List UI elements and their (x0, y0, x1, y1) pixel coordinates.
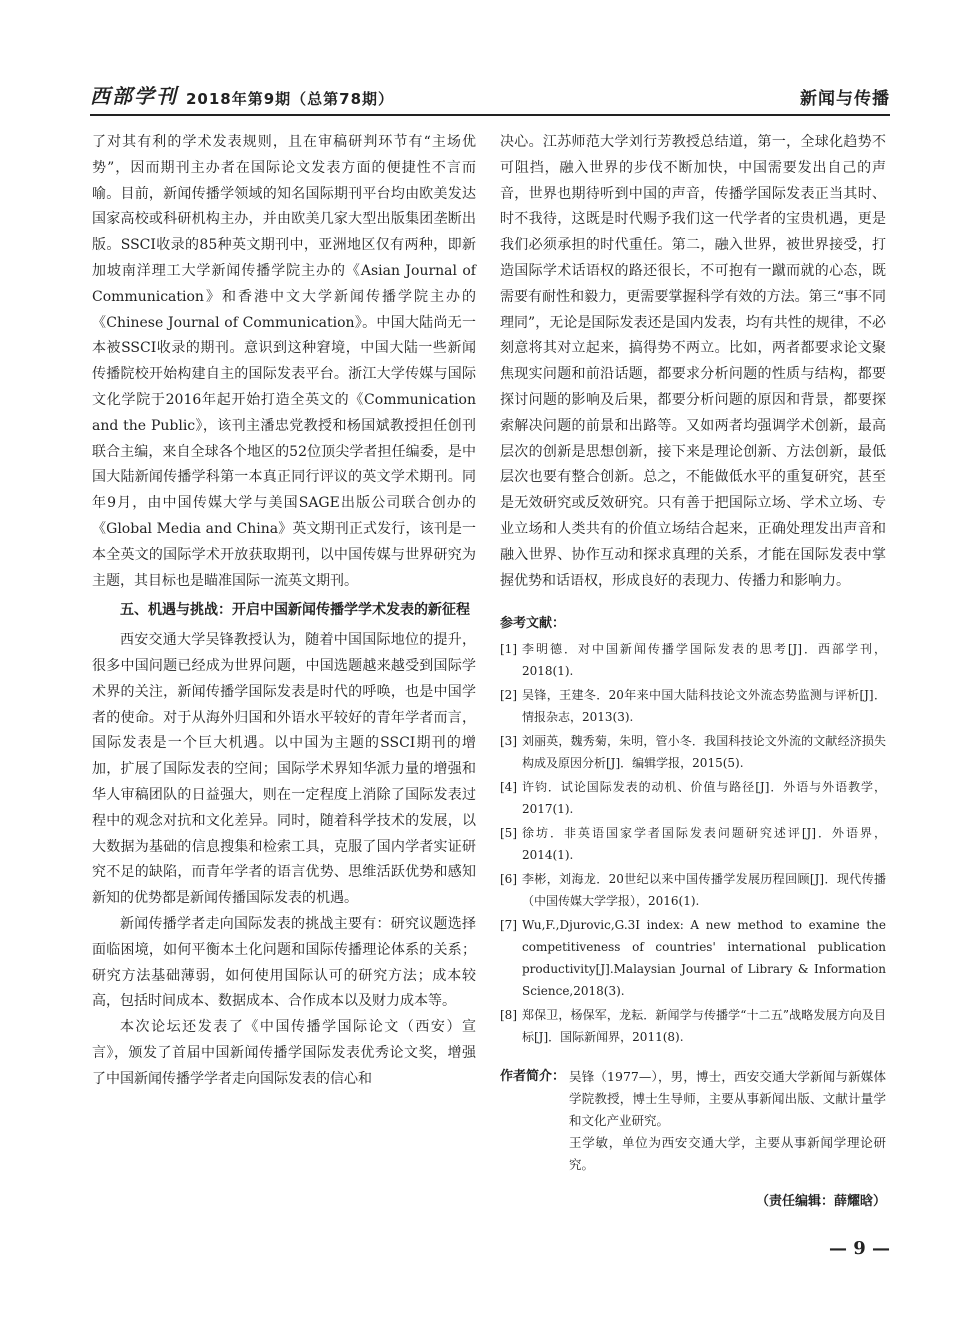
reference-number: [4] (500, 780, 517, 795)
reference-item (500, 822, 886, 866)
left-column (92, 130, 476, 1092)
reference-number: [3] (500, 734, 517, 749)
right-column (500, 130, 886, 1209)
reference-text: Wu,F.,Djurovic,G.3I index: A new method to examine the competitiveness of countries' international publication productivity[J].Malaysian Journal of Library & Information Science,2018(3). (522, 918, 886, 999)
author-bio-entry: 王学敏，单位为西安交通大学，主要从事新闻学理论研究。 (569, 1135, 886, 1173)
reference-item (500, 730, 886, 774)
paragraph: 了对其有利的学术发表规则，且在审稿研判环节有“主场优势”，因而期刊主办者在国际论文发表方面的便捷性不言而喻。目前，新闻传播学领域的知名国际期刊平台均由欧美发达国家高校或科研机构主办，并由欧美几家大型出版集团垄断出版。SSCI收录的85种英文期刊中，亚洲地区仅有两种，即新加坡南洋理工大学新闻传播学院主办的《Asian Journal of Communication》和香港中文大学新闻传播学院主办的《Chinese Journal of Communication》。中国大陆尚无一本被SSCI收录的期刊。意识到这种窘境，中国大陆一些新闻传播院校开始构建自主的国际发表平台。浙江大学传媒与国际文化学院于2016年起开始打造全英文的《Communication and the Public》，该刊主潘忠党教授和杨国斌教授担任创刊联合主编，来自全球各个地区的52位顶尖学者担任编委，是中国大陆新闻传播学科第一本真正同行评议的英文学术期刊。同年9月，由中国传媒大学与美国SAGE出版公司联合创办的《Global Media and China》英文期刊正式发行，该刊是一本全英文的国际学术开放获取期刊，以中国传媒与世界研究为主题，其目标也是瞄准国际一流英文期刊。 (92, 134, 476, 589)
reference-text: 李明德．对中国新闻传播学国际发表的思考[J]．西部学刊，2018(1). (522, 642, 886, 679)
paragraph: 本次论坛还发表了《中国传播学国际论文（西安）宣言》，颁发了首届中国新闻传播学国际发表优秀论文奖，增强了中国新闻传播学学者走向国际发表的信心和 (92, 1019, 476, 1087)
reference-text: 郑保卫，杨保军，龙耘．新闻学与传播学“十二五”战略发展方向及目标[J]．国际新闻界，2011(8). (522, 1008, 886, 1045)
reference-item (500, 638, 886, 682)
author-bio-body (569, 1066, 886, 1176)
paragraph: 西安交通大学吴锋教授认为，随着中国国际地位的提升，很多中国问题已经成为世界问题，中国选题越来越受到国际学术界的关注，新闻传播学国际发表是时代的呼唤，也是中国学者的使命。对于从海外归国和外语水平较好的青年学者而言，国际发表是一个巨大机遇。以中国为主题的SSCI期刊的增加，扩展了国际发表的空间；国际学术界知华派力量的增强和华人审稿团队的日益强大，则在一定程度上消除了国际发表过程中的观念对抗和文化差异。同时，随着科学技术的发展，以大数据为基础的信息搜集和检索工具，克服了国内学者实证研究不足的缺陷，而青年学者的语言优势、思维活跃优势和感知新知的优势都是新闻传播国际发表的机遇。 (92, 632, 476, 907)
author-bio-entry: 吴锋（1977—），男，博士，西安交通大学新闻与新媒体学院教授，博士生导师，主要从事新闻出版、文献计量学和文化产业研究。 (569, 1069, 886, 1129)
references-title: 参考文献： (500, 616, 566, 632)
responsible-editor: （责任编辑：薛耀晗） (755, 1194, 886, 1210)
page-header (90, 80, 890, 116)
section-heading: 五、机遇与挑战：开启中国新闻传播学学术发表的新征程 (120, 602, 470, 619)
reference-text: 徐坊．非英语国家学者国际发表问题研究述评[J]．外语界，2014(1). (522, 826, 886, 863)
reference-item (500, 684, 886, 728)
reference-number: [7] (500, 918, 517, 933)
reference-text: 刘丽英，魏秀菊，朱明，管小冬．我国科技论文外流的文献经济损失构成及原因分析[J]．编辑学报，2015(5). (522, 734, 886, 771)
reference-text: 许钧．试论国际发表的动机、价值与路径[J]．外语与外语教学，2017(1). (522, 780, 886, 817)
reference-number: [1] (500, 642, 517, 657)
author-bio (500, 1066, 886, 1176)
reference-item (500, 1004, 886, 1048)
reference-item (500, 776, 886, 820)
author-bio-label: 作者简介： (500, 1069, 566, 1085)
journal-info (90, 80, 394, 114)
reference-number: [5] (500, 826, 517, 841)
references (500, 614, 886, 1048)
section-title: 新闻与传播 (800, 89, 890, 109)
reference-number: [8] (500, 1008, 517, 1023)
journal-logo: 西部学刊 (90, 84, 178, 108)
reference-item (500, 868, 886, 912)
reference-number: [2] (500, 688, 517, 703)
reference-item (500, 914, 886, 1002)
paragraph: 决心。江苏师范大学刘行芳教授总结道，第一，全球化趋势不可阻挡，融入世界的步伐不断加快，中国需要发出自己的声音，世界也期待听到中国的声音，传播学国际发表正当其时、时不我待，这既是时代赐予我们这一代学者的宝贵机遇，更是我们必须承担的时代重任。第二，融入世界，被世界接受，打造国际学术话语权的路还很长，不可抱有一蹴而就的心态，既需要有耐性和毅力，更需要掌握科学有效的方法。第三“事不同理同”，无论是国际发表还是国内发表，均有共性的规律，不必刻意将其对立起来，搞得势不两立。比如，两者都要求论文聚焦现实问题和前沿话题，都要求分析问题的性质与结构，都要探讨问题的影响及后果，都要分析问题的原因和背景，都要探索解决问题的前景和出路等。又如两者均强调学术创新，最高层次的创新是思想创新，接下来是理论创新、方法创新，最低层次也要有整合创新。总之，不能做低水平的重复研究，甚至是无效研究或反效研究。只有善于把国际立场、学术立场、专业立场和人类共有的价值立场结合起来，正确处理发出声音和融入世界、协作互动和探求真理的关系，才能在国际发表中掌握优势和话语权，形成良好的表现力、传播力和影响力。 (500, 134, 886, 589)
issue-label: 2018年第9期（总第78期） (186, 90, 395, 108)
reference-text: 吴锋，王建冬．20年来中国大陆科技论文外流态势监测与评析[J]．情报杂志，2013(3). (522, 688, 886, 725)
reference-text: 李彬，刘海龙．20世纪以来中国传播学发展历程回顾[J]．现代传播（中国传媒大学学报），2016(1). (522, 872, 886, 909)
page-number: — 9 — (828, 1238, 890, 1259)
reference-number: [6] (500, 872, 517, 887)
paragraph: 新闻传播学者走向国际发表的挑战主要有：研究议题选择面临困境，如何平衡本土化问题和国际传播理论体系的关系；研究方法基础薄弱，如何使用国际认可的研究方法；成本较高，包括时间成本、数据成本、合作成本以及财力成本等。 (92, 915, 476, 1010)
